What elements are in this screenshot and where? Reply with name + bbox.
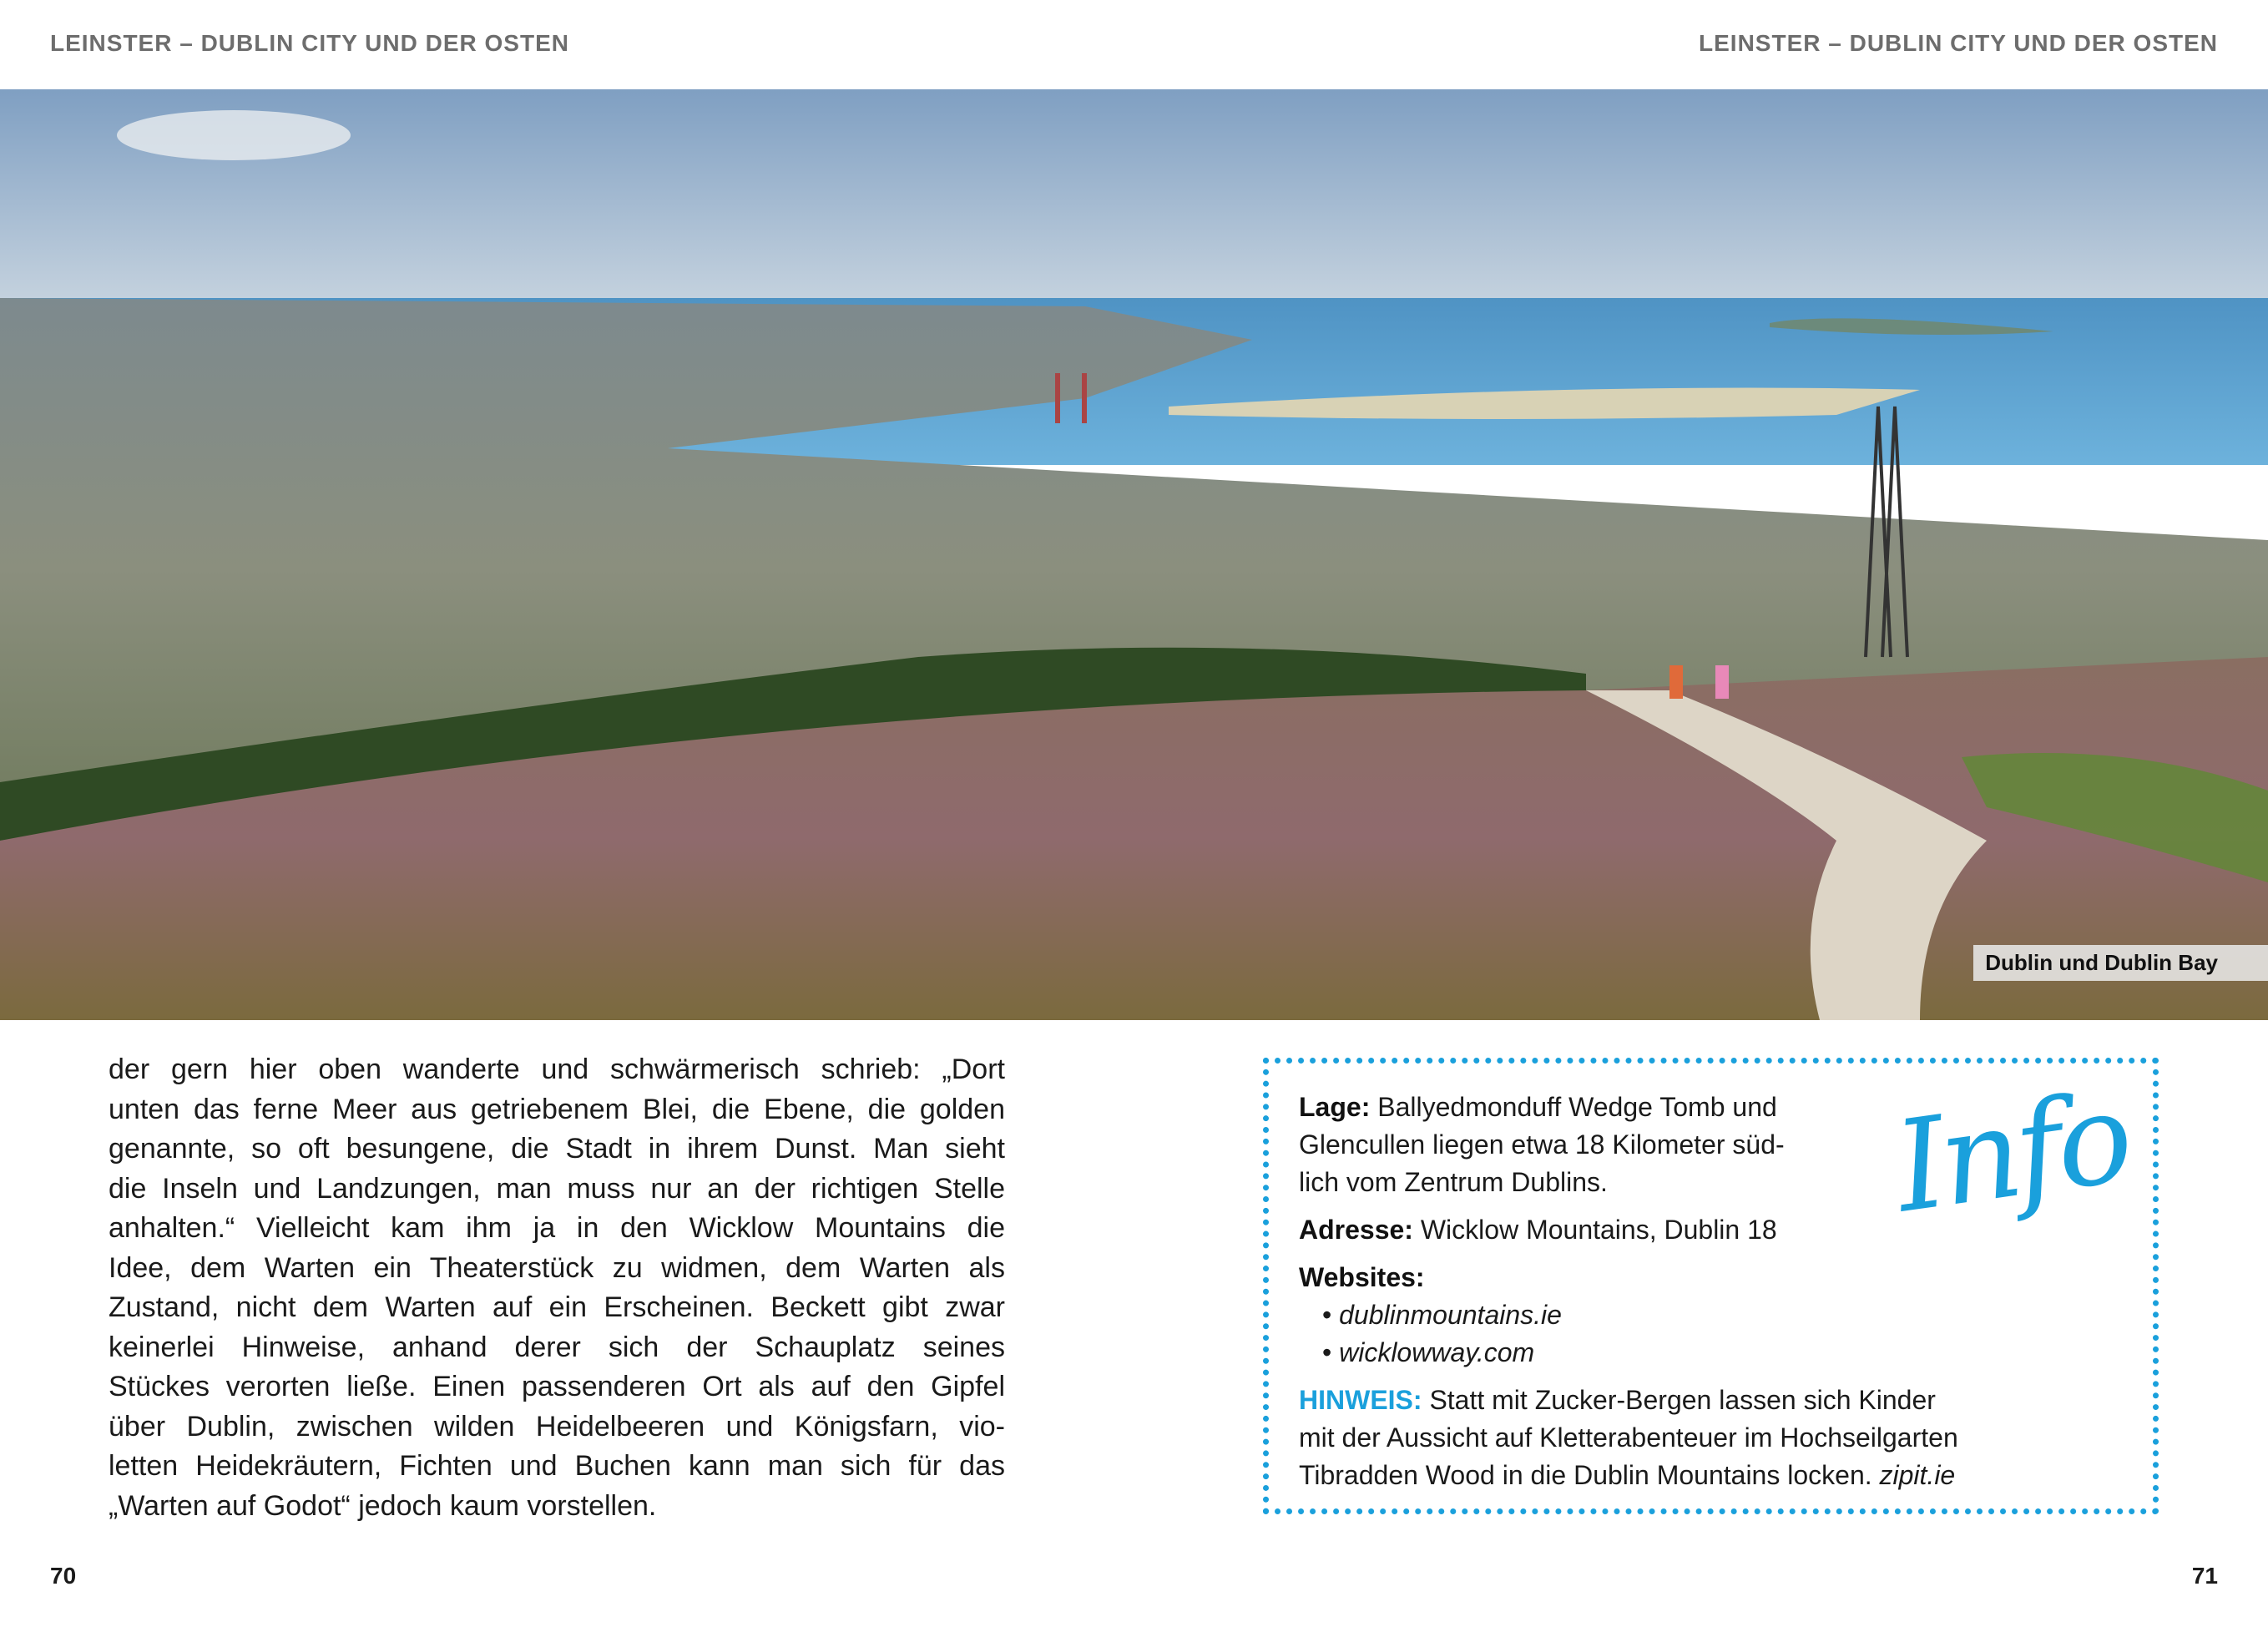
adresse-label: Adresse: (1299, 1215, 1413, 1245)
website-item: • wicklowway.com (1322, 1337, 1535, 1367)
hinweis-line-last (1299, 1457, 2123, 1494)
body-line: „Warten auf Godot“ jedoch kaum vorstellen. (109, 1489, 657, 1522)
body-line: über Dublin, zwischen wilden Heidelbeeren und Königsfarn, vio- (109, 1410, 1005, 1443)
lage-text: lich vom Zentrum Dublins. (1299, 1167, 1608, 1197)
hinweis-label: HINWEIS: (1299, 1385, 1422, 1415)
website-link[interactable]: dublinmountains.ie (1339, 1300, 1562, 1330)
body-line: genannte, so oft besungene, die Stadt in ihrem Dunst. Man sieht (109, 1133, 1005, 1165)
lage-text: Ballyedmonduff Wedge Tomb und (1370, 1092, 1777, 1122)
body-line: Stückes verorten ließe. Einen passenderen Ort als auf den Gipfel (109, 1371, 1005, 1402)
body-line: anhalten.“ Vielleicht kam ihm ja in den Wicklow Mountains die (109, 1212, 1005, 1244)
info-logo: Info (1887, 1064, 2137, 1241)
website-item: • dublinmountains.ie (1322, 1300, 1562, 1330)
page-number-left: 70 (50, 1563, 77, 1589)
body-line: der gern hier oben wanderte und schwärmerisch schrieb: „Dort (109, 1054, 1005, 1085)
body-line: unten das ferne Meer aus getriebenem Blei, die Ebene, die golden (109, 1093, 1005, 1125)
website-link[interactable]: wicklowway.com (1339, 1337, 1535, 1367)
photo-caption: Dublin und Dublin Bay (1973, 945, 2268, 981)
body-line: keinerlei Hinweise, anhand derer sich der Schauplatz seines (109, 1331, 1005, 1363)
lage-text: Glencullen liegen etwa 18 Kilometer süd- (1299, 1129, 1785, 1160)
zipit-link[interactable]: zipit.ie (1879, 1460, 1956, 1490)
body-line: die Inseln und Landzungen, man muss nur an der richtigen Stelle (109, 1172, 1005, 1205)
landscape-photo (0, 89, 2268, 1020)
hinweis-text: Tibradden Wood in die Dublin Mountains locken. (1299, 1460, 1880, 1490)
body-line: Idee, dem Warten ein Theaterstück zu widmen, dem Warten als (109, 1251, 1005, 1284)
page-number-right: 71 (2191, 1563, 2218, 1589)
running-header-left: LEINSTER – DUBLIN CITY UND DER OSTEN (50, 30, 569, 56)
body-line: letten Heidekräutern, Fichten und Buchen kann man sich für das (109, 1450, 1005, 1482)
hinweis-text: mit der Aussicht auf Kletterabenteuer im Hochseilgarten (1299, 1422, 1958, 1453)
websites-label: Websites: (1299, 1262, 1425, 1292)
body-text (109, 1050, 1005, 1526)
body-line: Zustand, nicht dem Warten auf ein Erscheinen. Beckett gibt zwar (109, 1291, 1005, 1323)
running-header-right: LEINSTER – DUBLIN CITY UND DER OSTEN (1699, 30, 2218, 56)
lage-label: Lage: (1299, 1092, 1371, 1122)
hinweis-text: Statt mit Zucker-Bergen lassen sich Kinder (1422, 1385, 1936, 1415)
info-box (1263, 1058, 2159, 1514)
adresse-text: Wicklow Mountains, Dublin 18 (1412, 1215, 1777, 1245)
hinweis-line (1299, 1382, 2123, 1419)
